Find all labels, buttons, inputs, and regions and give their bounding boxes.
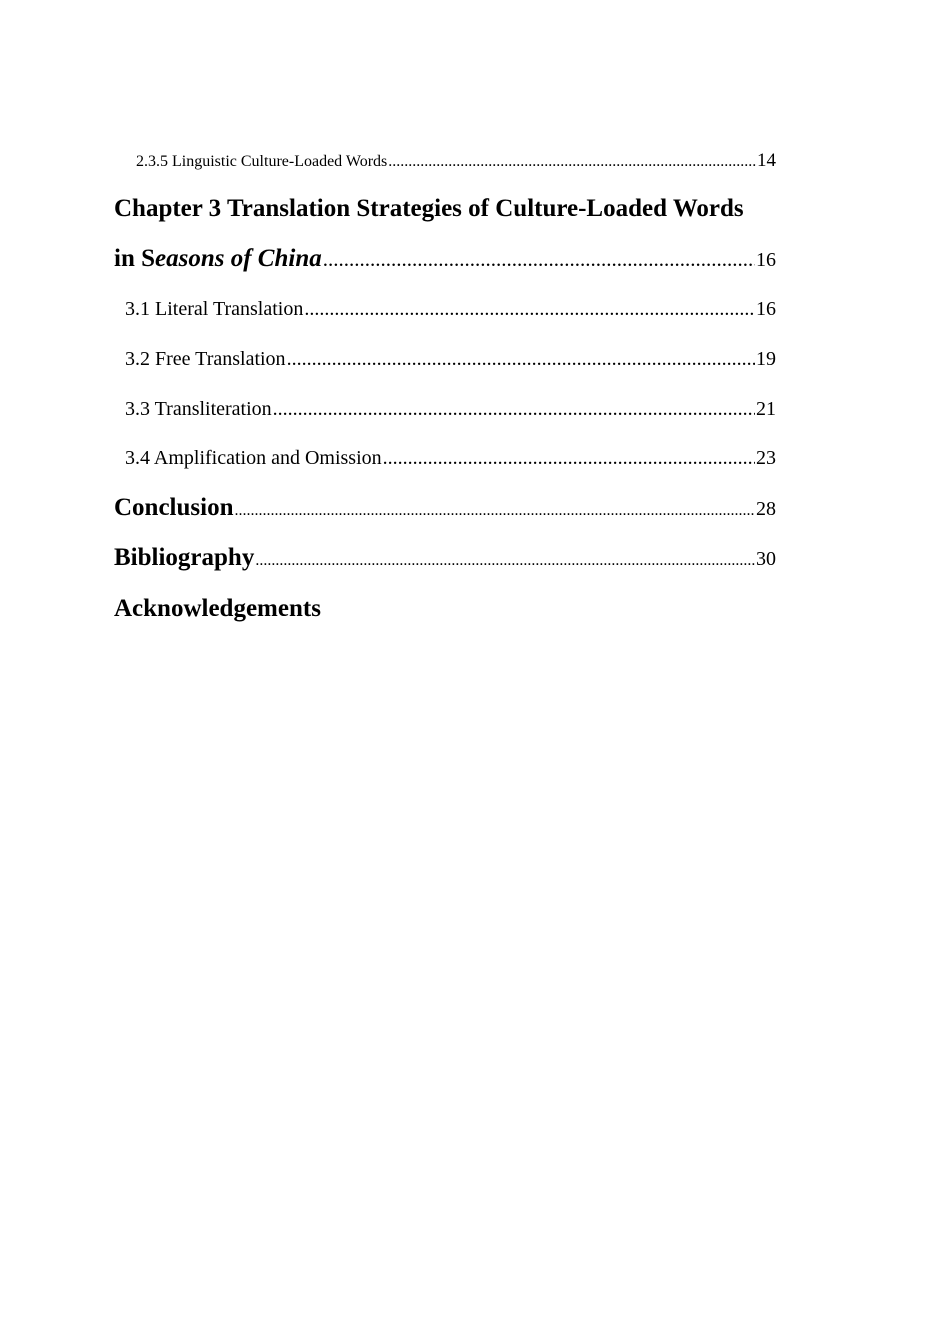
toc-entry-page: 14 [757, 150, 776, 171]
toc-entry-3-1[interactable] [125, 298, 776, 321]
toc-entry-title: 3.2 Free Translation [125, 348, 286, 370]
dot-leader [323, 247, 755, 272]
dot-leader [273, 398, 755, 421]
toc-entry-title: Bibliography [114, 544, 255, 571]
toc-entry-title: Conclusion [114, 494, 234, 521]
dot-leader [388, 153, 756, 171]
toc-chapter-3-heading-line2[interactable] [114, 245, 776, 273]
toc-entry-bibliography[interactable] [114, 544, 776, 572]
toc-entry-title: 2.3.5 Linguistic Culture-Loaded Words [136, 153, 388, 170]
toc-entry-3-2[interactable] [125, 348, 776, 371]
chapter-title-italic: easons of China [155, 245, 322, 272]
toc-entry-acknowledgements[interactable]: Acknowledgements [114, 595, 321, 622]
toc-entry-2-3-5[interactable] [136, 150, 776, 172]
toc-chapter-3-heading-line1[interactable]: Chapter 3 Translation Strategies of Culture-Loaded Words [114, 195, 744, 222]
toc-entry-title: 3.4 Amplification and Omission [125, 447, 382, 469]
toc-entry-page: 30 [756, 548, 776, 570]
dot-leader [287, 348, 755, 371]
toc-entry-page: 21 [756, 398, 776, 420]
dot-leader [304, 298, 755, 321]
toc-entry-conclusion[interactable] [114, 494, 776, 522]
toc-entry-3-4[interactable] [125, 447, 776, 470]
dot-leader [255, 552, 755, 570]
toc-entry-page: 28 [756, 498, 776, 520]
chapter-title-prefix: in S [114, 245, 156, 272]
dot-leader [383, 447, 755, 470]
dot-leader [234, 502, 755, 520]
toc-entry-page: 16 [756, 298, 776, 320]
toc-entry-page: 16 [756, 249, 776, 271]
toc-entry-title [114, 245, 322, 273]
toc-entry-page: 23 [756, 447, 776, 469]
toc-entry-page: 19 [756, 348, 776, 370]
toc-entry-3-3[interactable] [125, 398, 776, 421]
toc-entry-title: 3.1 Literal Translation [125, 298, 304, 320]
toc-entry-title: 3.3 Transliteration [125, 398, 272, 420]
